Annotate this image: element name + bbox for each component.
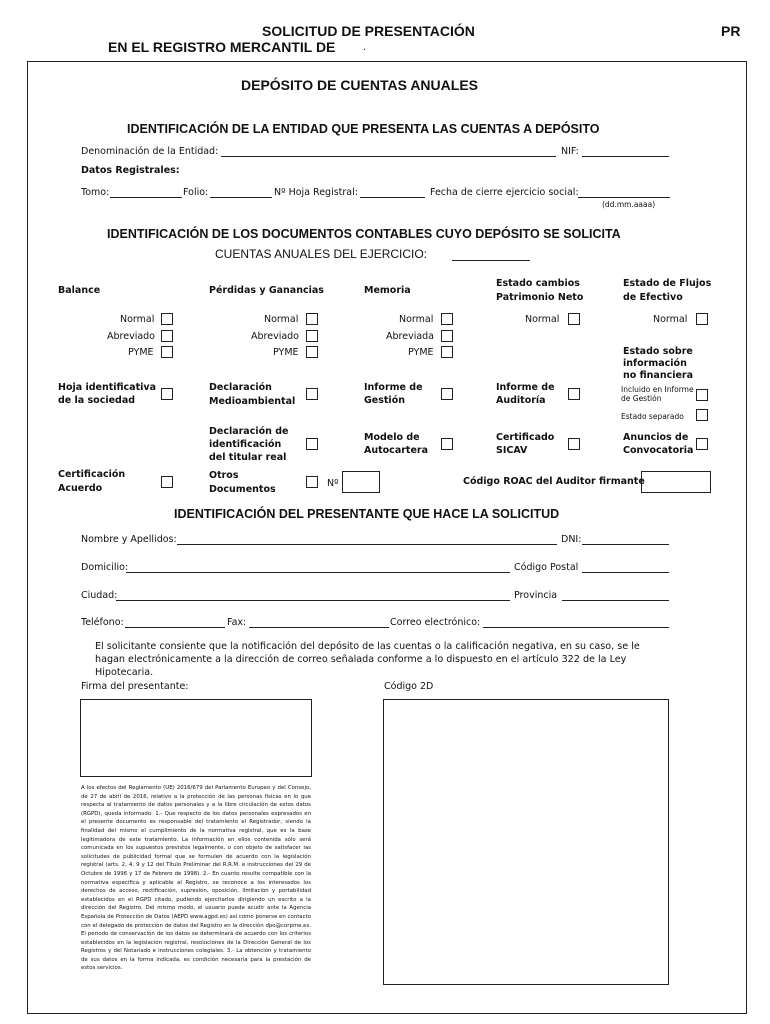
entity-section-title: IDENTIFICACIÓN DE LA ENTIDAD QUE PRESENTA LAS CUENTAS A DEPÓSITO — [127, 122, 600, 136]
col-estado-flujos-2: de Efectivo — [623, 292, 683, 303]
perdidas-normal-label: Normal — [264, 314, 299, 325]
presenter-section-title: IDENTIFICACIÓN DEL PRESENTANTE QUE HACE LA SOLICITUD — [174, 507, 560, 521]
balance-abreviado-checkbox[interactable] — [161, 330, 173, 342]
hoja-ident-2: de la sociedad — [58, 395, 136, 406]
balance-normal-checkbox[interactable] — [161, 313, 173, 325]
email-field[interactable] — [483, 627, 669, 628]
balance-pyme-checkbox[interactable] — [161, 346, 173, 358]
certificacion-2: Acuerdo — [58, 483, 103, 494]
num-label: Nº — [327, 478, 339, 489]
col-memoria: Memoria — [364, 285, 411, 296]
provincia-field[interactable] — [562, 600, 669, 601]
fecha-cierre-label: Fecha de cierre ejercicio social: — [430, 187, 579, 198]
email-label: Correo electrónico: — [390, 617, 481, 628]
code2d-label: Código 2D — [384, 681, 434, 692]
estado-no-fin-1: Estado sobre — [623, 346, 693, 357]
signature-label: Firma del presentante: — [81, 681, 189, 692]
code2d-box — [383, 699, 669, 985]
otros-num-field[interactable] — [342, 471, 380, 493]
folio-field[interactable] — [210, 197, 272, 198]
anuncios-2: Convocatoria — [623, 445, 694, 456]
informe-gestion-checkbox[interactable] — [441, 388, 453, 400]
form-title-mark: . — [363, 42, 367, 53]
memoria-pyme-checkbox[interactable] — [441, 346, 453, 358]
denominacion-field[interactable] — [221, 156, 556, 157]
provincia-label: Provincia — [514, 590, 558, 601]
fax-field[interactable] — [249, 627, 389, 628]
nif-label: NIF: — [561, 146, 579, 157]
folio-label: Folio: — [183, 187, 209, 198]
col-perdidas: Pérdidas y Ganancias — [209, 285, 324, 296]
signature-box[interactable] — [80, 699, 312, 777]
cp-label: Código Postal — [514, 562, 579, 573]
estado-flujos-normal-label: Normal — [653, 314, 688, 325]
hoja-ident-1: Hoja identificativa — [58, 382, 156, 393]
denominacion-label: Denominación de la Entidad: — [81, 146, 219, 157]
datos-registrales-label: Datos Registrales: — [81, 165, 180, 176]
ejercicio-label: CUENTAS ANUALES DEL EJERCICIO: — [215, 247, 428, 261]
hoja-registral-field[interactable] — [360, 197, 425, 198]
estado-cambios-normal-label: Normal — [525, 314, 560, 325]
perdidas-normal-checkbox[interactable] — [306, 313, 318, 325]
telefono-field[interactable] — [125, 627, 225, 628]
col-estado-flujos-1: Estado de Flujos — [623, 278, 712, 289]
form-title-line2: EN EL REGISTRO MERCANTIL DE — [108, 39, 336, 55]
nombre-field[interactable] — [177, 544, 557, 545]
otros-2: Documentos — [209, 484, 276, 495]
certificacion-checkbox[interactable] — [161, 476, 173, 488]
estado-no-fin-2: información — [623, 358, 687, 369]
form-title-line1: SOLICITUD DE PRESENTACIÓN — [262, 23, 475, 39]
estado-cambios-normal-checkbox[interactable] — [568, 313, 580, 325]
declaracion-titular-3: del titular real — [209, 452, 287, 463]
hoja-ident-checkbox[interactable] — [161, 388, 173, 400]
col-balance: Balance — [58, 285, 101, 296]
perdidas-pyme-label: PYME — [273, 347, 299, 358]
declaracion-titular-checkbox[interactable] — [306, 438, 318, 450]
incluido-label-1: Incluido en Informe — [621, 385, 694, 394]
deposit-title: DEPÓSITO DE CUENTAS ANUALES — [241, 77, 478, 93]
informe-auditoria-checkbox[interactable] — [568, 388, 580, 400]
memoria-pyme-label: PYME — [408, 347, 434, 358]
cp-field[interactable] — [582, 572, 669, 573]
perdidas-abreviado-label: Abreviado — [251, 331, 299, 342]
declaracion-medio-checkbox[interactable] — [306, 388, 318, 400]
roac-field[interactable] — [641, 471, 711, 493]
incluido-checkbox[interactable] — [696, 389, 708, 401]
estado-no-fin-3: no financiera — [623, 370, 694, 381]
form-code: PR — [721, 23, 741, 39]
certificado-sicav-2: SICAV — [496, 445, 528, 456]
ejercicio-field[interactable] — [452, 260, 530, 261]
modelo-autocartera-checkbox[interactable] — [441, 438, 453, 450]
fax-label: Fax: — [227, 617, 247, 628]
modelo-autocartera-2: Autocartera — [364, 445, 428, 456]
declaracion-medio-1: Declaración — [209, 382, 272, 393]
certificacion-1: Certificación — [58, 469, 126, 480]
memoria-abreviada-checkbox[interactable] — [441, 330, 453, 342]
hoja-registral-label: Nº Hoja Registral: — [274, 187, 358, 198]
informe-auditoria-2: Auditoría — [496, 395, 546, 406]
declaracion-titular-1: Declaración de — [209, 426, 289, 437]
legal-notice: A los efectos del Reglamento (UE) 2016/679 del Parlamento Europeo y del Consejo, de 27 de abril de 2016, relativo a la protección de las personas físicas en lo que respecta al tratamiento de datos personales y a la libre circulación de estos datos (RGPD), queda informado: 1.- Que respecto de los datos personales expresados en el presente documento es responsable del tratamiento el Registrador, siendo la finalidad del mismo el cumplimiento de la normativa registral, que es la base legitimadora de este tratamiento. La información en ellos contenida sólo será comunicada en los supuestos previstos legalmente, o con objeto de satisfacer las solicitudes de publicidad formal que se formulen de acuerdo con la legislación registral (arts. 2, 4, 9 y 12 del Título Preliminar del R.R.M. e instrucciones del 29 de Octubre de 1996 y 17 de Febrero de 1998). 2.- En cuanto resulte compatible con la normativa específica y aplicable al Registro, se reconoce a los interesados los derechos de acceso, rectificación, supresión, oposición, limitación y portabilidad establecidos en el RGPD citado, pudiendo ejercitarlos dirigiendo un escrito a la dirección del Registro. Del mismo modo, el usuario puede acudir ante la Agencia Española de Protección de Datos (AEPD www.agpd.es) así como ponerse en contacto con el delegado de protección de datos del Registro en la dirección dpo@corpme.es. El periodo de conservación de los datos se determinará de acuerdo con los criterios establecidos en la legislación registral, resoluciones de la Dirección General de los Registros y del Notariado e instrucciones colegiales. 3.- La obtención y tratamiento de sus datos en la forma indicada, es condición necesaria para la prestación de estos servicios. — [81, 785, 311, 972]
memoria-normal-label: Normal — [399, 314, 434, 325]
memoria-normal-checkbox[interactable] — [441, 313, 453, 325]
informe-gestion-2: Gestión — [364, 395, 405, 406]
domicilio-label: Domicilio: — [81, 562, 129, 573]
perdidas-pyme-checkbox[interactable] — [306, 346, 318, 358]
telefono-label: Teléfono: — [81, 617, 124, 628]
fecha-cierre-field[interactable] — [578, 197, 670, 198]
nombre-label: Nombre y Apellidos: — [81, 534, 177, 545]
anuncios-checkbox[interactable] — [696, 438, 708, 450]
dni-label: DNI: — [561, 534, 582, 545]
date-format-hint: (dd.mm.aaaa) — [602, 200, 656, 209]
nif-field[interactable] — [582, 156, 669, 157]
tomo-field[interactable] — [110, 197, 182, 198]
documents-section-title: IDENTIFICACIÓN DE LOS DOCUMENTOS CONTABLES CUYO DEPÓSITO SE SOLICITA — [107, 227, 621, 241]
separado-label: Estado separado — [621, 412, 684, 421]
otros-1: Otros — [209, 470, 239, 481]
domicilio-field[interactable] — [126, 572, 510, 573]
tomo-label: Tomo: — [81, 187, 110, 198]
modelo-autocartera-1: Modelo de — [364, 432, 420, 443]
separado-checkbox[interactable] — [696, 409, 708, 421]
memoria-abreviada-label: Abreviada — [386, 331, 435, 342]
informe-gestion-1: Informe de — [364, 382, 423, 393]
perdidas-abreviado-checkbox[interactable] — [306, 330, 318, 342]
col-estado-cambios-1: Estado cambios — [496, 278, 580, 289]
otros-checkbox[interactable] — [306, 476, 318, 488]
ciudad-field[interactable] — [116, 600, 510, 601]
balance-pyme-label: PYME — [128, 347, 154, 358]
estado-flujos-normal-checkbox[interactable] — [696, 313, 708, 325]
dni-field[interactable] — [582, 544, 669, 545]
ciudad-label: Ciudad: — [81, 590, 118, 601]
certificado-sicav-checkbox[interactable] — [568, 438, 580, 450]
declaracion-titular-2: identificación — [209, 439, 282, 450]
informe-auditoria-1: Informe de — [496, 382, 555, 393]
roac-label: Código ROAC del Auditor firmante — [463, 476, 645, 487]
certificado-sicav-1: Certificado — [496, 432, 555, 443]
consent-notice: El solicitante consiente que la notificación del depósito de las cuentas o la calificación negativa, en su caso, se le hagan electrónicamente a la dirección de correo señalada conforme a lo dispuesto en el artículo 322 de la Ley Hipotecaria. — [95, 641, 640, 678]
incluido-label-2: de Gestión — [621, 394, 662, 403]
col-estado-cambios-2: Patrimonio Neto — [496, 292, 584, 303]
declaracion-medio-2: Medioambiental — [209, 396, 296, 407]
balance-normal-label: Normal — [120, 314, 155, 325]
anuncios-1: Anuncios de — [623, 432, 689, 443]
balance-abreviado-label: Abreviado — [107, 331, 155, 342]
